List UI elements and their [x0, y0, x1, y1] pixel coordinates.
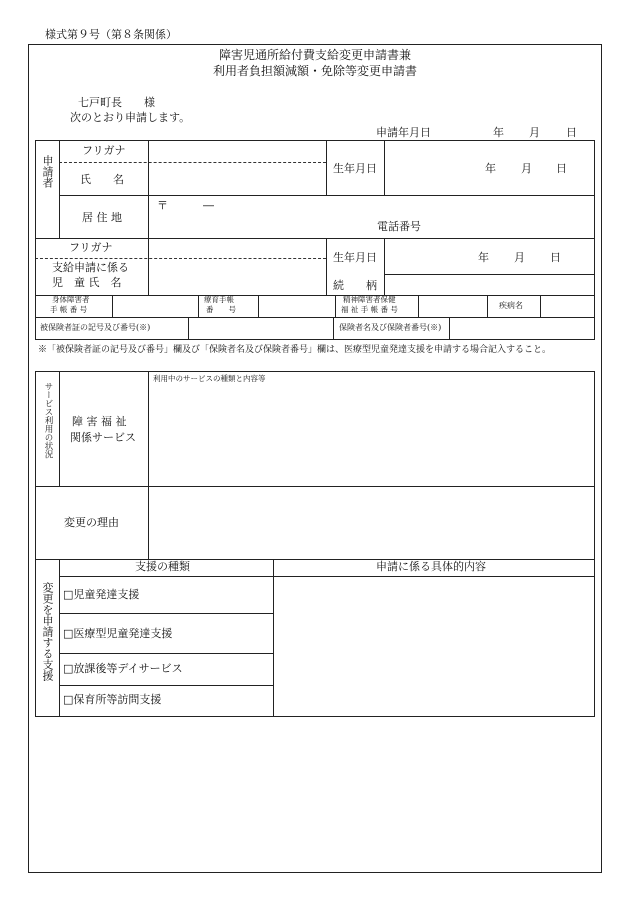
service-category-line2: 関係サービス	[70, 431, 136, 444]
form-number: 様式第９号（第８条関係）	[45, 28, 177, 41]
title-line2: 利用者負担額減額・免除等変更申請書	[212, 64, 417, 78]
table-line	[487, 295, 488, 317]
table-line	[35, 716, 595, 717]
application-date-label: 申請年月日	[376, 126, 431, 139]
option-nursery-visit-support[interactable]: □保育所等訪問支援	[63, 693, 162, 706]
applicant-birth-day: 日	[556, 162, 567, 175]
table-line	[59, 653, 273, 654]
addressee: 七戸町長 様	[78, 96, 155, 109]
child-name-label-line1: 支給申請に係る	[52, 261, 129, 274]
table-line	[35, 559, 36, 716]
table-line	[35, 339, 595, 340]
outer-frame-right	[601, 44, 602, 873]
table-line	[35, 371, 595, 372]
intro-text: 次のとおり申請します。	[70, 111, 191, 124]
support-type-header: 支援の種類	[135, 560, 190, 573]
ryoiku-handbook-label-2: 番 号	[206, 305, 236, 314]
change-section-label: 変更を申請する支援	[41, 582, 54, 681]
table-line	[112, 295, 113, 317]
table-line	[59, 140, 60, 238]
applicant-birth-label: 生年月日	[333, 162, 377, 175]
child-birth-label: 生年月日	[333, 251, 377, 264]
child-birth-year: 年	[478, 251, 489, 264]
table-line	[258, 295, 259, 317]
phone-label: 電話番号	[377, 220, 421, 233]
table-line	[59, 559, 60, 716]
application-date-month: 月	[529, 126, 540, 139]
table-line	[384, 238, 385, 295]
table-line	[59, 685, 273, 686]
table-line	[59, 371, 60, 486]
child-relation-label: 続 柄	[333, 279, 377, 292]
physical-handbook-label-2: 手 帳 番 号	[50, 305, 88, 314]
title-line1: 障害児通所給付費支給変更申請書兼	[218, 48, 411, 62]
service-category-line1: 障 害 福 祉	[72, 415, 127, 428]
reason-label: 変更の理由	[64, 516, 119, 529]
applicant-name-label: 氏 名	[80, 173, 124, 186]
table-line	[59, 576, 595, 577]
outer-frame-left	[28, 44, 29, 873]
table-line	[540, 295, 541, 317]
child-furigana-label: フリガナ	[69, 241, 113, 254]
physical-handbook-label-1: 身体障害者	[52, 295, 90, 304]
applicant-furigana-label: フリガナ	[82, 144, 126, 157]
table-line	[59, 195, 326, 196]
child-birth-day: 日	[550, 251, 561, 264]
table-line	[384, 140, 385, 195]
outer-frame-top	[28, 44, 602, 45]
option-after-school-day-service[interactable]: □放課後等デイサービス	[63, 662, 183, 675]
table-line	[418, 295, 419, 317]
table-line	[273, 559, 274, 716]
child-name-label-line2: 児 童 氏 名	[52, 276, 122, 289]
table-line	[35, 140, 595, 141]
service-content-label: 利用中のサービスの種類と内容等	[153, 374, 266, 383]
applicant-birth-year: 年	[485, 162, 496, 175]
child-birth-month: 月	[514, 251, 525, 264]
outer-frame-bottom	[28, 872, 602, 873]
furigana-divider	[59, 162, 326, 163]
mental-handbook-label-1: 精神障害者保健	[343, 295, 396, 304]
insurer-name-label: 保険者名及び保険者番号(※)	[339, 323, 442, 332]
table-line	[384, 274, 595, 275]
table-line	[148, 371, 149, 559]
insured-number-label: 被保険者証の記号及び番号(※)	[40, 323, 151, 332]
specific-content-header: 申請に係る具体的内容	[376, 560, 486, 573]
mental-handbook-label-2: 福 祉 手 帳 番 号	[341, 305, 398, 314]
note-text: ※「被保険者証の記号及び番号」欄及び「保険者名及び保険者番号」欄は、医療型児童発達支援を申請する場合記入すること。	[38, 345, 552, 355]
applicant-address-label: 居 住 地	[82, 211, 122, 224]
table-line	[335, 295, 336, 317]
service-section-label: サービス利用の状況	[43, 382, 53, 459]
disease-label: 疾病名	[499, 301, 523, 310]
table-line	[594, 371, 595, 559]
table-line	[333, 317, 334, 339]
ryoiku-handbook-label-1: 療育手帳	[204, 295, 234, 304]
table-line	[148, 140, 149, 295]
table-line	[198, 295, 199, 317]
applicant-birth-month: 月	[521, 162, 532, 175]
table-line	[35, 317, 595, 318]
table-line	[326, 238, 327, 295]
table-line	[35, 238, 595, 239]
applicant-section-label: 申請者	[41, 155, 54, 188]
postal-dash: ―	[203, 199, 214, 212]
table-line	[59, 613, 273, 614]
table-line	[594, 559, 595, 716]
table-line	[188, 317, 189, 339]
table-line	[449, 317, 450, 339]
application-date-year: 年	[493, 126, 504, 139]
application-date-day: 日	[566, 126, 577, 139]
postal-mark: 〒	[157, 199, 168, 212]
table-line	[35, 559, 595, 560]
table-line	[594, 140, 595, 339]
option-child-development[interactable]: □児童発達支援	[63, 588, 140, 601]
option-medical-child-development[interactable]: □医療型児童発達支援	[63, 627, 173, 640]
table-line	[326, 140, 327, 195]
table-line	[326, 195, 595, 196]
table-line	[35, 371, 36, 559]
child-furigana-divider	[35, 258, 326, 259]
table-line	[35, 140, 36, 339]
table-line	[35, 486, 595, 487]
table-line	[35, 295, 595, 296]
